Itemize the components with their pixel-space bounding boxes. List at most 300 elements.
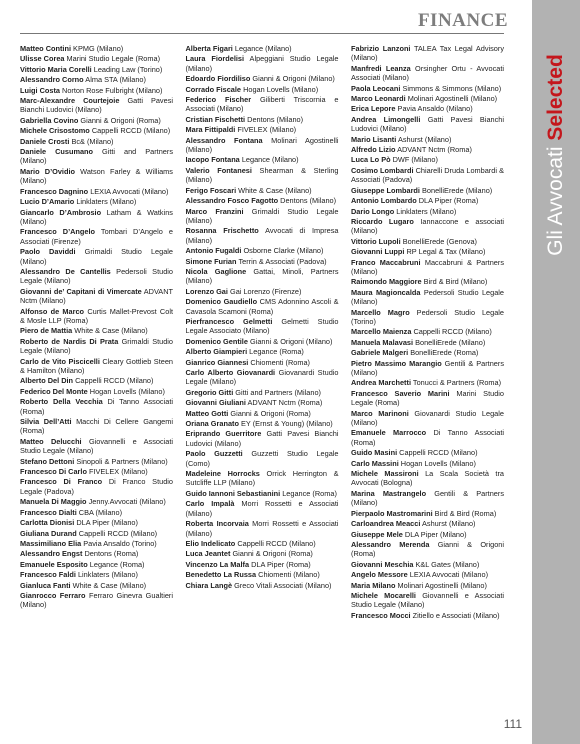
lawyer-entry — [20, 137, 173, 146]
law-firm: Gianni & Origoni (Roma) — [80, 115, 161, 125]
lawyer-name: Rosanna Frischetto — [185, 226, 259, 236]
law-firm: Linklaters (Milano) — [77, 570, 138, 580]
lawyer-entry — [186, 115, 339, 124]
law-firm: Gelmetti Studio Legale Associato (Milano) — [185, 316, 339, 336]
law-firm: Gentili & Partners (Milano) — [351, 488, 504, 508]
lawyer-name: Giuseppe Mele — [351, 529, 403, 539]
law-firm: Maccabruni & Partners (Milano) — [351, 257, 504, 276]
lawyer-entry — [351, 519, 504, 528]
lawyer-entry — [186, 74, 339, 83]
lawyer-name: Francesco Di Franco — [20, 477, 103, 487]
law-firm: Marini Studio Legale (Roma) — [351, 388, 505, 408]
lawyer-entry — [351, 489, 504, 508]
lawyer-name: Silvia Dell’Atti — [20, 417, 72, 427]
lawyer-entry — [186, 409, 339, 418]
law-firm: Gianni & Origoni (Milano) — [252, 74, 335, 84]
lawyer-name: Michele Massironi — [351, 469, 419, 479]
law-firm: Giovannelli e Associati Studio Legale (Milano) — [351, 590, 505, 610]
lawyer-name: Raimondo Maggiore — [351, 277, 422, 287]
lawyer-entry — [186, 499, 339, 518]
law-firm: Pedersoli Studio Legale (Torino) — [351, 307, 504, 326]
law-firm: Terrin & Associati (Padova) — [238, 256, 327, 266]
lawyer-entry — [20, 581, 173, 590]
law-firm: Gatti Pavesi Bianchi Ludovici (Milano) — [351, 114, 505, 134]
law-firm: Iannaccone e associati (Milano) — [351, 216, 504, 236]
lawyer-entry — [20, 529, 173, 538]
lawyer-name: Gianrocco Ferraro — [20, 590, 86, 600]
law-firm: Greco Vitali Associati (Milano) — [234, 580, 332, 590]
law-firm: EY (Ernst & Young) (Milano) — [241, 419, 333, 429]
lawyer-name: Stefano Dettoni — [20, 456, 75, 466]
law-firm: Giovannelli e Associati Studio Legale (Milano) — [20, 436, 174, 456]
law-firm: Gitti and Partners (Milano) — [20, 147, 173, 166]
lawyer-name: Guido Iannoni Sebastianini — [185, 488, 281, 498]
lawyer-name: Antonio Lombardo — [351, 196, 417, 206]
lawyer-name: Roberta Incorvaia — [185, 519, 249, 529]
lawyer-entry — [186, 368, 339, 387]
law-firm: DLA Piper (Roma) — [251, 559, 311, 569]
law-firm: LEXIA Avvocati (Milano) — [90, 186, 169, 196]
lawyer-entry — [351, 540, 504, 559]
lawyer-name: Alberto Del Din — [20, 376, 74, 386]
law-firm: DLA Piper (Roma) — [418, 196, 479, 206]
lawyer-entry — [351, 591, 504, 610]
lawyer-name: Francesco Mocci — [351, 610, 411, 620]
lawyer-name: Vittorio Maria Corelli — [20, 64, 92, 74]
lawyer-name: Carlo Massini — [351, 458, 399, 468]
lawyer-entry — [20, 560, 173, 569]
lawyer-name: Francesco Dialti — [20, 507, 77, 517]
lawyer-entry — [20, 96, 173, 115]
lawyer-entry — [186, 226, 339, 245]
lawyer-name: Ferigo Foscari — [185, 185, 237, 195]
law-firm: Gianni & Origoni (Roma) — [230, 408, 311, 418]
lawyer-entry — [20, 326, 173, 335]
lawyer-entry — [186, 358, 339, 367]
lawyer-entry — [186, 549, 339, 558]
lawyer-entry — [351, 135, 504, 144]
lawyer-entry — [186, 449, 339, 468]
law-firm: White & Case (Milano) — [72, 580, 147, 590]
lawyer-entry — [351, 560, 504, 569]
law-firm: Molinari Agostinelli (Milano) — [397, 580, 487, 590]
lawyer-entry — [351, 570, 504, 579]
lawyer-entry — [186, 347, 339, 356]
lawyer-name: Laura Fiordelisi — [185, 54, 245, 64]
law-firm: ADVANT Nctm (Roma) — [247, 398, 323, 408]
lawyer-name: Emanuele Esposito — [20, 559, 88, 569]
lawyer-entry — [351, 327, 504, 336]
lawyer-entry — [351, 459, 504, 468]
lawyer-entry — [186, 246, 339, 255]
lawyer-name: Giovanni de’ Capitani di Vimercate — [20, 286, 142, 296]
lawyer-name: Ulisse Corea — [20, 54, 65, 64]
lawyer-entry — [351, 611, 504, 620]
lawyer-name: Piero de Mattia — [20, 326, 73, 336]
law-firm: Cappelli RCCD (Milano) — [399, 448, 478, 458]
lawyer-entry — [351, 509, 504, 518]
law-firm: Legance (Milano) — [241, 155, 299, 165]
lawyer-entry — [20, 267, 173, 286]
header-rule — [20, 33, 504, 34]
lawyer-name: Giovanni Giuliani — [185, 398, 246, 408]
law-firm: DLA Piper (Milano) — [76, 518, 138, 528]
lawyer-entry — [186, 186, 339, 195]
law-firm: Legance (Milano) — [234, 44, 292, 53]
lawyer-name: Marcello Magro — [351, 307, 410, 317]
lawyer-entry — [186, 489, 339, 498]
lawyer-entry — [186, 429, 339, 448]
law-firm: White & Case (Milano) — [74, 326, 148, 336]
law-firm: Tonucci & Partners (Roma) — [412, 378, 502, 388]
lawyer-entry — [20, 116, 173, 125]
law-firm: Cleary Gottlieb Steen & Hamilton (Milano) — [20, 356, 173, 375]
law-firm: Dentons (Roma) — [84, 549, 139, 559]
lawyer-entry — [20, 208, 173, 227]
listing-column-1 — [20, 44, 173, 704]
lawyer-name: Franco Maccabruni — [351, 257, 421, 267]
law-firm: Gitti and Partners (Milano) — [235, 387, 321, 397]
law-firm: Grimaldi Studio Legale (Milano) — [20, 336, 174, 356]
law-firm: Gatti Pavesi Bianchi Ludovici (Milano) — [20, 96, 173, 115]
lawyer-entry — [351, 389, 504, 408]
lawyer-entry — [20, 477, 173, 496]
lawyer-entry — [20, 539, 173, 548]
lawyer-entry — [351, 581, 504, 590]
section-title: FINANCE — [417, 10, 508, 31]
law-firm: Linklaters (Milano) — [76, 197, 137, 207]
lawyer-name: Alessandro De Cantellis — [20, 266, 111, 276]
law-firm: LEXIA Avvocati (Milano) — [409, 570, 489, 580]
law-firm: DWF (Milano) — [392, 155, 438, 165]
lawyer-entry — [186, 287, 339, 296]
lawyer-entry — [20, 387, 173, 396]
lawyer-name: Alberta Figari — [185, 44, 233, 53]
lawyer-name: Carlo Impalà — [185, 499, 235, 509]
law-firm: RP Legal & Tax (Milano) — [406, 247, 486, 257]
lawyer-name: Alessandro Fontana — [185, 135, 263, 145]
law-firm: Morri Rossetti e Associati (Milano) — [185, 519, 339, 538]
law-firm: Pavia Ansaldo (Torino) — [83, 538, 157, 548]
lawyer-name: Alessandro Fosco Fagotto — [185, 196, 279, 206]
lawyer-name: Giovanni Meschia — [351, 559, 414, 569]
law-firm: FIVELEX (Milano) — [88, 467, 148, 477]
lawyer-entry — [186, 125, 339, 134]
lawyer-entry — [186, 54, 339, 73]
lawyer-name: Matteo Delucchi — [20, 436, 82, 446]
law-firm: Ashurst (Milano) — [422, 519, 476, 529]
lawyer-entry — [351, 288, 504, 307]
law-firm: Giliberti Triscornia e Associati (Milano) — [185, 95, 339, 114]
lawyer-entry — [351, 409, 504, 428]
lawyer-entry — [351, 448, 504, 457]
law-firm: Dentons (Milano) — [247, 114, 304, 124]
law-firm: Alma STA (Milano) — [85, 75, 146, 85]
lawyer-entry — [20, 497, 173, 506]
lawyer-entry — [186, 207, 339, 226]
lawyer-name: Gianluca Fanti — [20, 580, 71, 590]
lawyer-name: Chiara Langè — [185, 580, 233, 590]
law-firm: Bird & Bird (Milano) — [423, 277, 488, 287]
lawyer-name: Giuliana Durand — [20, 528, 77, 538]
lawyer-name: Francesco D’Angelo — [20, 227, 95, 237]
sidebar-highlight: Selected — [544, 54, 567, 141]
lawyer-name: Michele Crisostomo — [20, 126, 90, 136]
lawyer-name: Maura Magioncalda — [351, 287, 421, 297]
lawyer-name: Vittorio Lupoli — [351, 236, 401, 246]
lawyer-name: Alessandro Engst — [20, 549, 83, 559]
lawyer-name: Massimiliano Elia — [20, 538, 82, 548]
law-firm: Dentons (Milano) — [280, 196, 337, 206]
lawyer-name: Federico Fischer — [185, 95, 252, 105]
law-firm: La Scala Società tra Avvocati (Bologna) — [351, 469, 504, 488]
lawyer-name: Riccardo Lugaro — [351, 216, 414, 226]
lawyer-name: Gregorio Gitti — [185, 387, 234, 397]
law-firm: Norton Rose Fulbright (Milano) — [62, 85, 163, 95]
lawyer-name: Guido Masini — [351, 448, 398, 458]
law-firm: Tombari D’Angelo e Associati (Firenze) — [20, 227, 173, 246]
lawyer-entry — [186, 166, 339, 185]
law-firm: Bc& (Milano) — [71, 136, 114, 146]
law-firm: Giovanardi Studio Legale (Milano) — [185, 368, 339, 387]
lawyer-name: Emanuele Marrocco — [351, 428, 427, 438]
law-firm: Gentili & Partners (Milano) — [351, 358, 504, 377]
lawyer-name: Corrado Fiscale — [185, 84, 242, 94]
law-firm: Di Tanno Associati (Roma) — [20, 397, 173, 416]
lawyer-entry — [186, 317, 339, 336]
lawyer-entry — [186, 469, 339, 488]
lawyer-name: Andrea Marchetti — [351, 378, 411, 388]
lawyer-name: Manuela Di Maggio — [20, 497, 87, 507]
lawyer-entry — [186, 95, 339, 114]
law-firm: Avvocati di Impresa (Milano) — [185, 226, 339, 245]
lawyer-entry — [20, 147, 173, 166]
law-firm: Morri Rossetti e Associati (Milano) — [185, 499, 339, 518]
lawyer-entry — [20, 287, 173, 306]
lawyer-entry — [351, 186, 504, 195]
lawyer-entry — [186, 570, 339, 579]
lawyer-entry — [20, 247, 173, 266]
lawyer-entry — [351, 155, 504, 164]
lawyer-name: Domenico Gaudiello — [185, 297, 258, 307]
lawyer-entry — [20, 549, 173, 558]
lawyer-name: Francesco Dagnino — [20, 186, 89, 196]
lawyer-name: Daniele Crosti — [20, 136, 70, 146]
lawyer-name: Nicola Gaglione — [185, 266, 247, 276]
lawyer-name: Manuela Malavasi — [351, 337, 414, 347]
lawyer-name: Gianrico Giannesi — [185, 357, 249, 367]
law-firm: Simmons & Simmons (Milano) — [402, 83, 502, 93]
lawyer-entry — [20, 508, 173, 517]
law-firm: Legance (Roma) — [89, 559, 145, 569]
lawyer-entry — [351, 378, 504, 387]
lawyer-name: Marco Marinoni — [351, 408, 409, 418]
law-firm: FIVELEX (Milano) — [237, 125, 297, 135]
lawyer-entry — [20, 307, 173, 326]
lawyer-entry — [351, 530, 504, 539]
law-firm: Chiomenti (Roma) — [250, 357, 310, 367]
law-firm: Hogan Lovells (Milano) — [243, 84, 319, 94]
lawyer-entry — [186, 539, 339, 548]
law-firm: Cappelli RCCD (Milano) — [75, 376, 154, 386]
lawyer-entry — [186, 398, 339, 407]
lawyer-entry — [351, 104, 504, 113]
law-firm: Legance (Roma) — [249, 347, 304, 357]
law-firm: BonelliErede (Milano) — [422, 185, 493, 195]
lawyer-entry — [351, 196, 504, 205]
law-firm: Hogan Lovells (Milano) — [89, 386, 165, 396]
law-firm: Pavia Ansaldo (Milano) — [397, 104, 473, 114]
law-firm: Guzzetti Studio Legale (Como) — [185, 449, 339, 468]
lawyer-entry — [186, 560, 339, 569]
law-firm: Gatti Pavesi Bianchi Ludovici (Milano) — [185, 429, 339, 448]
lawyer-name: Antonio Fugaldi — [185, 246, 242, 256]
law-firm: Marini Studio Legale (Roma) — [66, 54, 161, 64]
lawyer-name: Gabriella Covino — [20, 115, 79, 125]
law-firm: Watson Farley & Williams (Milano) — [20, 166, 173, 186]
lawyer-entry — [20, 467, 173, 476]
lawyer-name: Marina Mastrangelo — [351, 488, 427, 498]
law-firm: DLA Piper (Milano) — [404, 529, 467, 539]
lawyer-entry — [20, 518, 173, 527]
lawyer-name: Maria Milano — [351, 580, 396, 590]
lawyer-name: Alfredo Lizio — [351, 145, 396, 155]
lawyer-name: Lorenzo Gai — [185, 286, 228, 296]
lawyer-listing — [20, 44, 504, 704]
lawyer-entry — [20, 376, 173, 385]
law-firm: Grimaldi Studio Legale (Milano) — [185, 206, 339, 225]
lawyer-entry — [186, 581, 339, 590]
lawyer-entry — [20, 357, 173, 376]
lawyer-name: Paola Leocani — [351, 83, 401, 93]
law-firm: Gianni & Origoni (Roma) — [351, 539, 504, 559]
lawyer-name: Carloandrea Meacci — [351, 519, 421, 529]
lawyer-entry — [186, 419, 339, 428]
law-firm: White & Case (Milano) — [238, 185, 312, 195]
lawyer-name: Elio Indelicato — [185, 538, 236, 548]
law-firm: Cappelli RCCD (Milano) — [237, 538, 316, 548]
lawyer-entry — [186, 136, 339, 155]
lawyer-entry — [351, 338, 504, 347]
sidebar-tab — [532, 0, 580, 744]
lawyer-entry — [351, 308, 504, 327]
lawyer-name: Luca Jeantet — [185, 549, 231, 559]
lawyer-entry — [20, 457, 173, 466]
lawyer-name: Alberto Giampieri — [185, 347, 248, 357]
lawyer-name: Roberto de Nardis Di Prata — [20, 336, 119, 346]
law-firm: Alpeggiani Studio Legale (Milano) — [185, 54, 339, 73]
lawyer-name: Simone Furian — [185, 256, 237, 266]
lawyer-entry — [351, 64, 504, 83]
law-firm: CMS Adonnino Ascoli & Cavasola Scamoni (Roma) — [185, 297, 339, 316]
listing-column-2 — [186, 44, 339, 704]
lawyer-entry — [186, 519, 339, 538]
lawyer-name: Dario Longo — [351, 206, 395, 216]
law-firm: Gattai, Minoli, Partners (Milano) — [185, 266, 339, 286]
lawyer-name: Carlo de Vito Piscicelli — [20, 356, 100, 366]
lawyer-entry — [20, 437, 173, 456]
law-firm: Chiarelli Druda Lombardi & Associati (Padova) — [351, 165, 504, 185]
law-firm: Gianni & Origoni (Milano) — [249, 336, 333, 346]
law-firm: Shearman & Sterling (Milano) — [185, 165, 339, 185]
law-firm: BonelliErede (Genova) — [402, 236, 477, 246]
sidebar-prefix: Gli Avvocati — [544, 146, 567, 256]
lawyer-entry — [186, 267, 339, 286]
lawyer-entry — [20, 397, 173, 416]
lawyer-entry — [20, 417, 173, 436]
lawyer-entry — [351, 348, 504, 357]
page-number: 111 — [503, 717, 522, 731]
law-firm: Cappelli RCCD (Milano) — [78, 528, 158, 538]
lawyer-name: Paolo Guzzetti — [185, 449, 243, 459]
lawyer-name: Eriprando Guerritore — [185, 429, 262, 439]
law-firm: Linklaters (Milano) — [396, 206, 457, 216]
law-firm: Jenny.Avvocati (Milano) — [88, 497, 166, 507]
law-firm: Hogan Lovells (Milano) — [400, 458, 476, 468]
lawyer-name: Marco Leonardi — [351, 94, 406, 104]
lawyer-name: Pierfrancesco Gelmetti — [185, 316, 273, 326]
lawyer-name: Francesco Saverio Marini — [351, 388, 450, 398]
lawyer-entry — [20, 187, 173, 196]
lawyer-name: Matteo Contini — [20, 44, 71, 53]
lawyer-name: Vincenzo La Malfa — [185, 559, 250, 569]
law-firm: Osborne Clarke (Milano) — [243, 246, 324, 256]
lawyer-entry — [186, 196, 339, 205]
law-firm: ADVANT Nctm (Milano) — [20, 286, 173, 306]
lawyer-entry — [186, 297, 339, 316]
lawyer-entry — [20, 197, 173, 206]
lawyer-name: Benedetto La Russa — [185, 570, 257, 580]
lawyer-name: Carlotta Dionisi — [20, 518, 75, 528]
law-firm: Macchi Di Cellere Gangemi (Roma) — [20, 417, 173, 436]
law-firm: Di Tanno Associati (Roma) — [351, 428, 505, 447]
law-firm: Curtis Mallet-Prevost Colt & Mosle LLP (Roma) — [20, 306, 173, 325]
lawyer-name: Francesco Di Carlo — [20, 467, 87, 477]
lawyer-name: Mara Fittipaldi — [185, 125, 236, 135]
lawyer-name: Paolo Daviddi — [20, 247, 76, 257]
lawyer-entry — [351, 359, 504, 378]
law-firm: Pedersoli Studio Legale (Milano) — [20, 266, 173, 286]
law-firm: Molinari Agostinelli (Milano) — [407, 94, 498, 104]
lawyer-entry — [186, 388, 339, 397]
lawyer-name: Pietro Massimo Marangio — [351, 358, 442, 368]
lawyer-name: Daniele Cusumano — [20, 147, 94, 157]
lawyer-name: Marc-Alexandre Courtejoie — [20, 96, 120, 106]
lawyer-name: Roberto Della Vecchia — [20, 397, 103, 407]
lawyer-name: Alessandro Corno — [20, 75, 84, 85]
lawyer-entry — [20, 44, 173, 53]
lawyer-entry — [351, 258, 504, 277]
law-firm: CBA (Milano) — [78, 507, 123, 517]
law-firm: BonelliErede (Roma) — [410, 348, 479, 358]
lawyer-entry — [20, 86, 173, 95]
lawyer-name: Mario D’Ovidio — [20, 166, 75, 176]
law-firm: KPMG (Milano) — [73, 44, 124, 53]
law-firm: Cappelli RCCD (Milano) — [91, 126, 171, 136]
lawyer-name: Edoardo Fiordiliso — [185, 74, 251, 84]
lawyer-name: Angelo Messore — [351, 570, 408, 580]
law-firm: Ferraro Ginevra Gualtieri (Milano) — [20, 590, 174, 610]
lawyer-name: Valerio Fontanesi — [185, 165, 252, 175]
lawyer-name: Andrea Limongelli — [351, 114, 421, 124]
lawyer-entry — [351, 166, 504, 185]
lawyer-entry — [186, 337, 339, 346]
lawyer-name: Michele Mocarelli — [351, 590, 416, 600]
lawyer-entry — [186, 155, 339, 164]
law-firm: Pedersoli Studio Legale (Milano) — [351, 287, 504, 307]
law-firm: Bird & Bird (Roma) — [434, 508, 497, 518]
lawyer-entry — [20, 65, 173, 74]
